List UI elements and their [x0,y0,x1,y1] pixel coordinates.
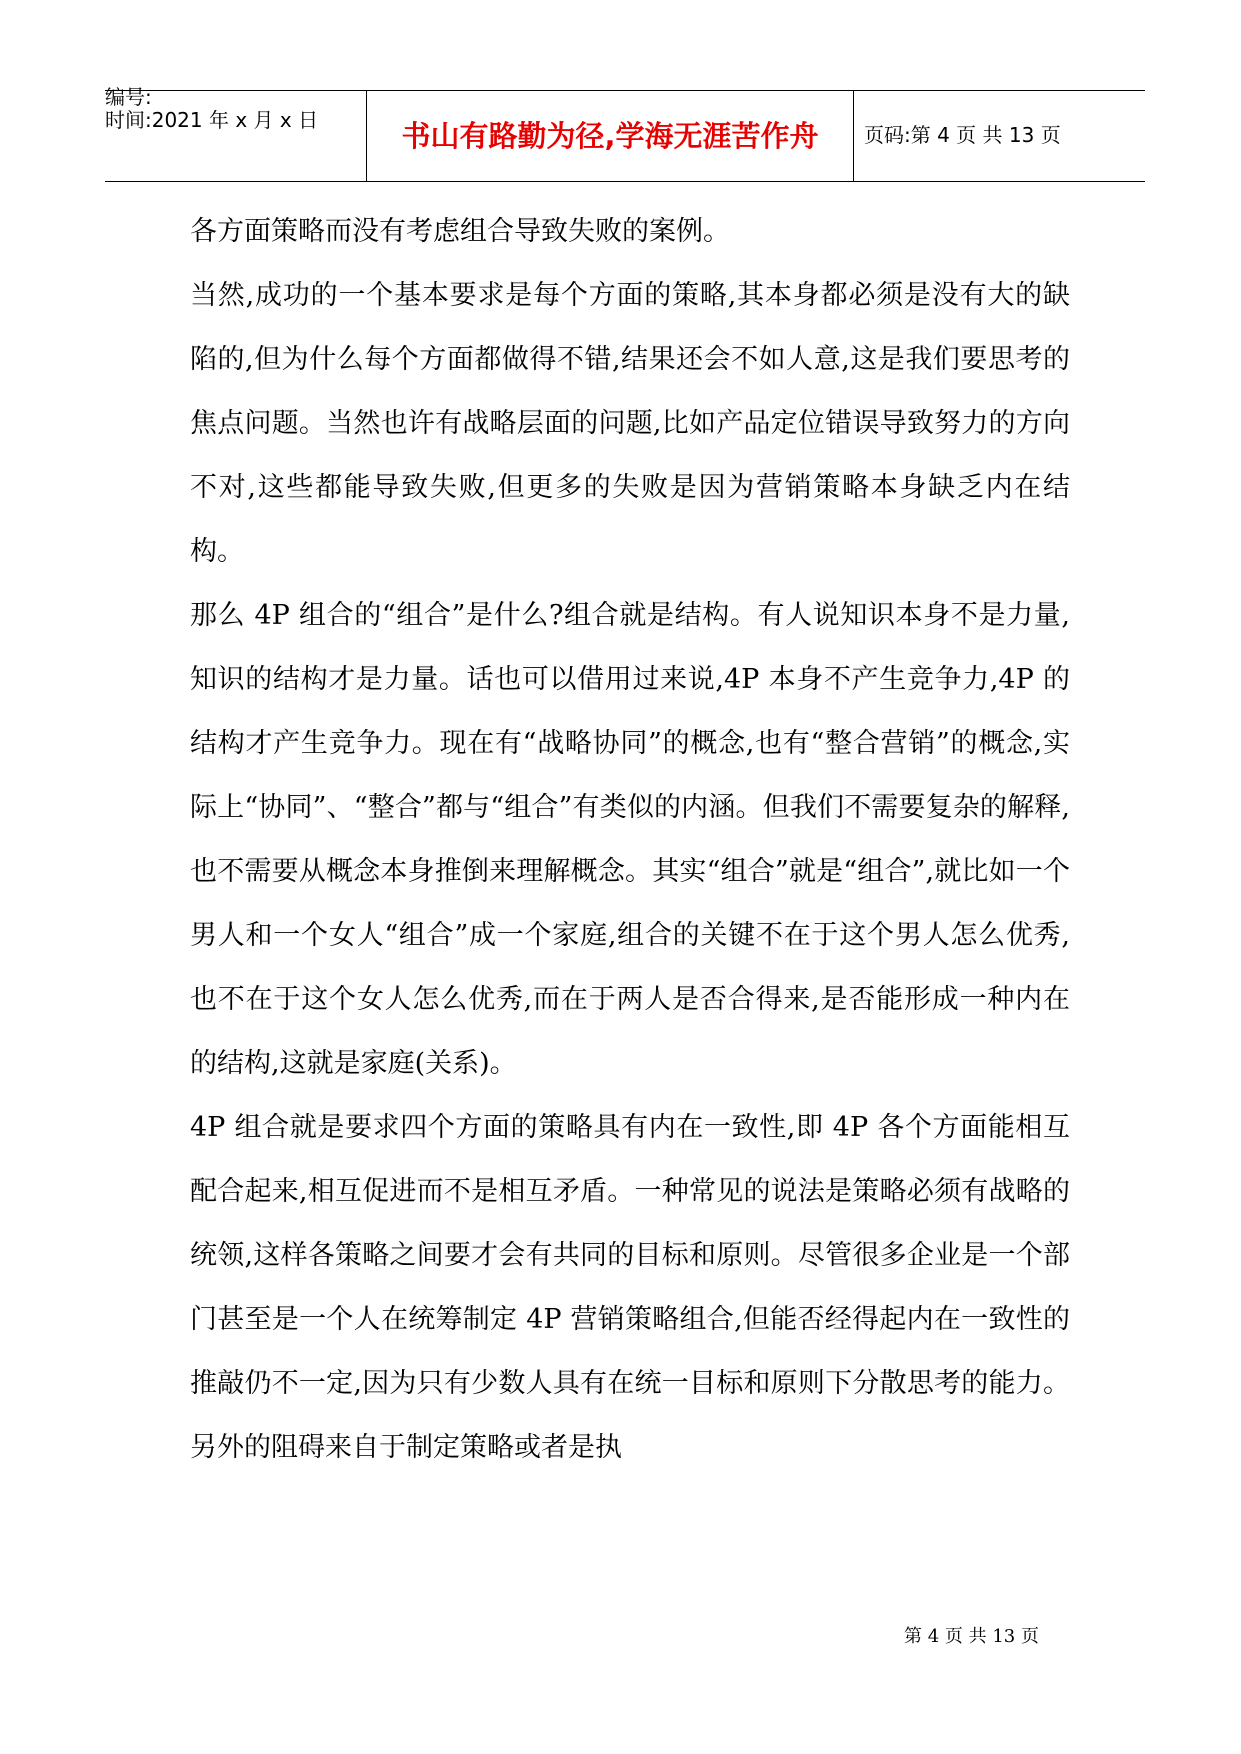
paragraph-1: 各方面策略而没有考虑组合导致失败的案例。 [190,216,730,247]
header-meta-cell [105,85,367,181]
header-page-cell [854,91,1145,181]
header-motto-cell [367,91,854,181]
paragraph-4: 4P 组合就是要求四个方面的策略具有内在一致性,即 4P 各个方面能相互配合起来,相互促进而不是相互矛盾。一种常见的说法是策略必须有战略的统领,这样各策略之间要才会有共同的目标和原则。尽管很多企业是一个部门甚至是一个人在统筹制定 4P 营销策略组合,但能否经得起内在一致性的推敲仍不一定,因为只有少数人具有在统一目标和原则下分散思考的能力。另外的阻碍来自于制定策略或者是执 [190,1112,1070,1463]
paragraph-3: 那么 4P 组合的“组合”是什么?组合就是结构。有人说知识本身不是力量,知识的结构才是力量。话也可以借用过来说,4P 本身不产生竞争力,4P 的结构才产生竞争力。现在有“战略协同”的概念,也有“整合营销”的概念,实际上“协同”、“整合”都与“组合”有类似的内涵。但我们不需要复杂的解释,也不需要从概念本身推倒来理解概念。其实“组合”就是“组合”,就比如一个男人和一个女人“组合”成一个家庭,组合的关键不在于这个男人怎么优秀,也不在于这个女人怎么优秀,而在于两人是否合得来,是否能形成一种内在的结构,这就是家庭(关系)。 [190,600,1070,1079]
page-header [105,85,1145,182]
paragraph-2: 当然,成功的一个基本要求是每个方面的策略,其本身都必须是没有大的缺陷的,但为什么每个方面都做得不错,结果还会不如人意,这是我们要思考的焦点问题。当然也许有战略层面的问题,比如产品定位错误导致努力的方向不对,这些都能导致失败,但更多的失败是因为营销策略本身缺乏内在结构。 [190,280,1070,567]
header-page-info: 页码:第 4 页 共 13 页 [864,123,1061,147]
page-footer: 第 4 页 共 13 页 [904,1626,1039,1647]
serial-number-label: 编号: [105,85,152,109]
document-body [190,200,1070,1480]
time-label: 时间:2021 年 x 月 x 日 [105,108,319,132]
header-motto: 书山有路勤为径,学海无涯苦作舟 [401,119,819,153]
